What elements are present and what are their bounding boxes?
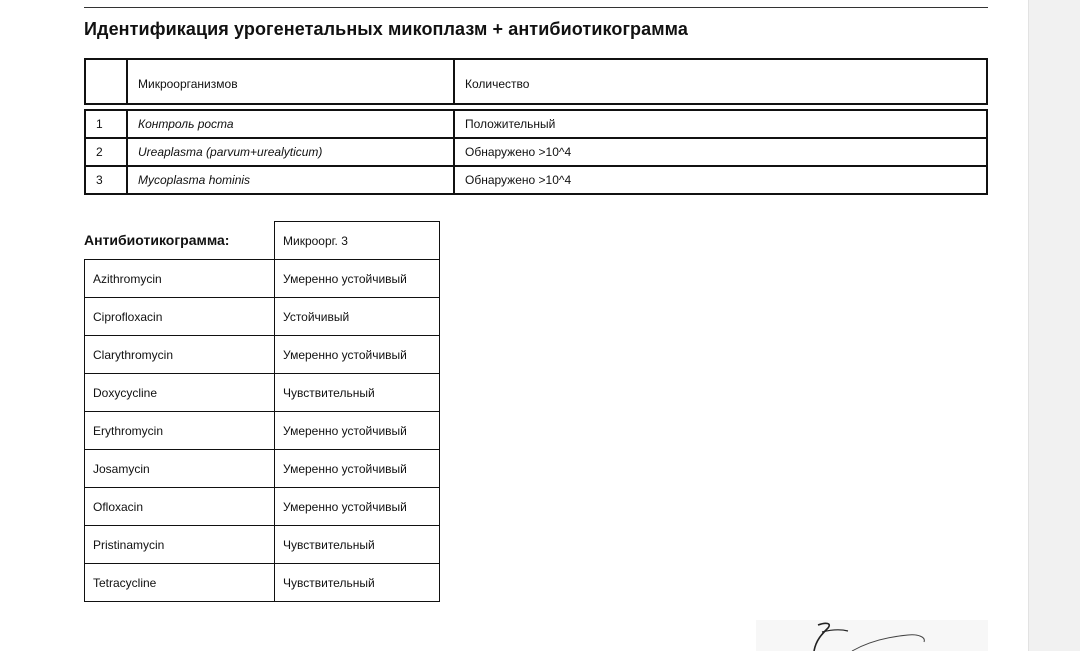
table-row — [85, 166, 987, 194]
organism-name: Ureaplasma (parvum+urealyticum) — [127, 138, 454, 166]
drug-name: Ofloxacin — [85, 488, 275, 526]
drug-result: Устойчивый — [275, 298, 440, 336]
organism-amount: Положительный — [454, 110, 987, 138]
antibiogram-column-header: Микроорг. 3 — [275, 222, 440, 260]
table-row — [85, 488, 440, 526]
table-header-row — [85, 59, 987, 104]
table-row — [85, 412, 440, 450]
drug-result: Чувствительный — [275, 564, 440, 602]
drug-name: Josamycin — [85, 450, 275, 488]
drug-name: Pristinamycin — [85, 526, 275, 564]
drug-result: Умеренно устойчивый — [275, 336, 440, 374]
table-row — [85, 450, 440, 488]
row-num: 1 — [85, 110, 127, 138]
table-row — [85, 298, 440, 336]
page-gutter — [1028, 0, 1080, 651]
drug-result: Умеренно устойчивый — [275, 260, 440, 298]
antibiogram-table — [84, 221, 440, 602]
table-row — [85, 374, 440, 412]
header-amount-cell: Количество — [454, 59, 987, 104]
table-row — [85, 138, 987, 166]
drug-name: Tetracycline — [85, 564, 275, 602]
table-row — [85, 260, 440, 298]
table-row — [85, 336, 440, 374]
drug-name: Clarythromycin — [85, 336, 275, 374]
signature-image — [756, 620, 988, 651]
drug-name: Azithromycin — [85, 260, 275, 298]
antibiogram-title-cell — [85, 222, 275, 260]
table-row — [85, 526, 440, 564]
antibiogram-header-row — [85, 222, 440, 260]
row-num: 2 — [85, 138, 127, 166]
header-num-cell — [85, 59, 127, 104]
table-row — [85, 564, 440, 602]
page-title: Идентификация урогенетальных микоплазм + антибиотикограмма — [84, 19, 688, 39]
signature-stroke-icon — [756, 620, 988, 651]
antibiogram-title: Антибиотикограмма: — [84, 232, 230, 248]
microorganism-table — [84, 58, 988, 195]
organism-amount: Обнаружено >10^4 — [454, 138, 987, 166]
drug-name: Doxycycline — [85, 374, 275, 412]
drug-result: Умеренно устойчивый — [275, 488, 440, 526]
drug-name: Ciprofloxacin — [85, 298, 275, 336]
table-row — [85, 110, 987, 138]
organism-name: Mycoplasma hominis — [127, 166, 454, 194]
organism-name: Контроль роста — [127, 110, 454, 138]
drug-result: Умеренно устойчивый — [275, 450, 440, 488]
drug-name: Erythromycin — [85, 412, 275, 450]
drug-result: Умеренно устойчивый — [275, 412, 440, 450]
drug-result: Чувствительный — [275, 526, 440, 564]
organism-amount: Обнаружено >10^4 — [454, 166, 987, 194]
header-organism-cell: Микроорганизмов — [127, 59, 454, 104]
row-num: 3 — [85, 166, 127, 194]
drug-result: Чувствительный — [275, 374, 440, 412]
top-rule-divider — [84, 7, 988, 8]
